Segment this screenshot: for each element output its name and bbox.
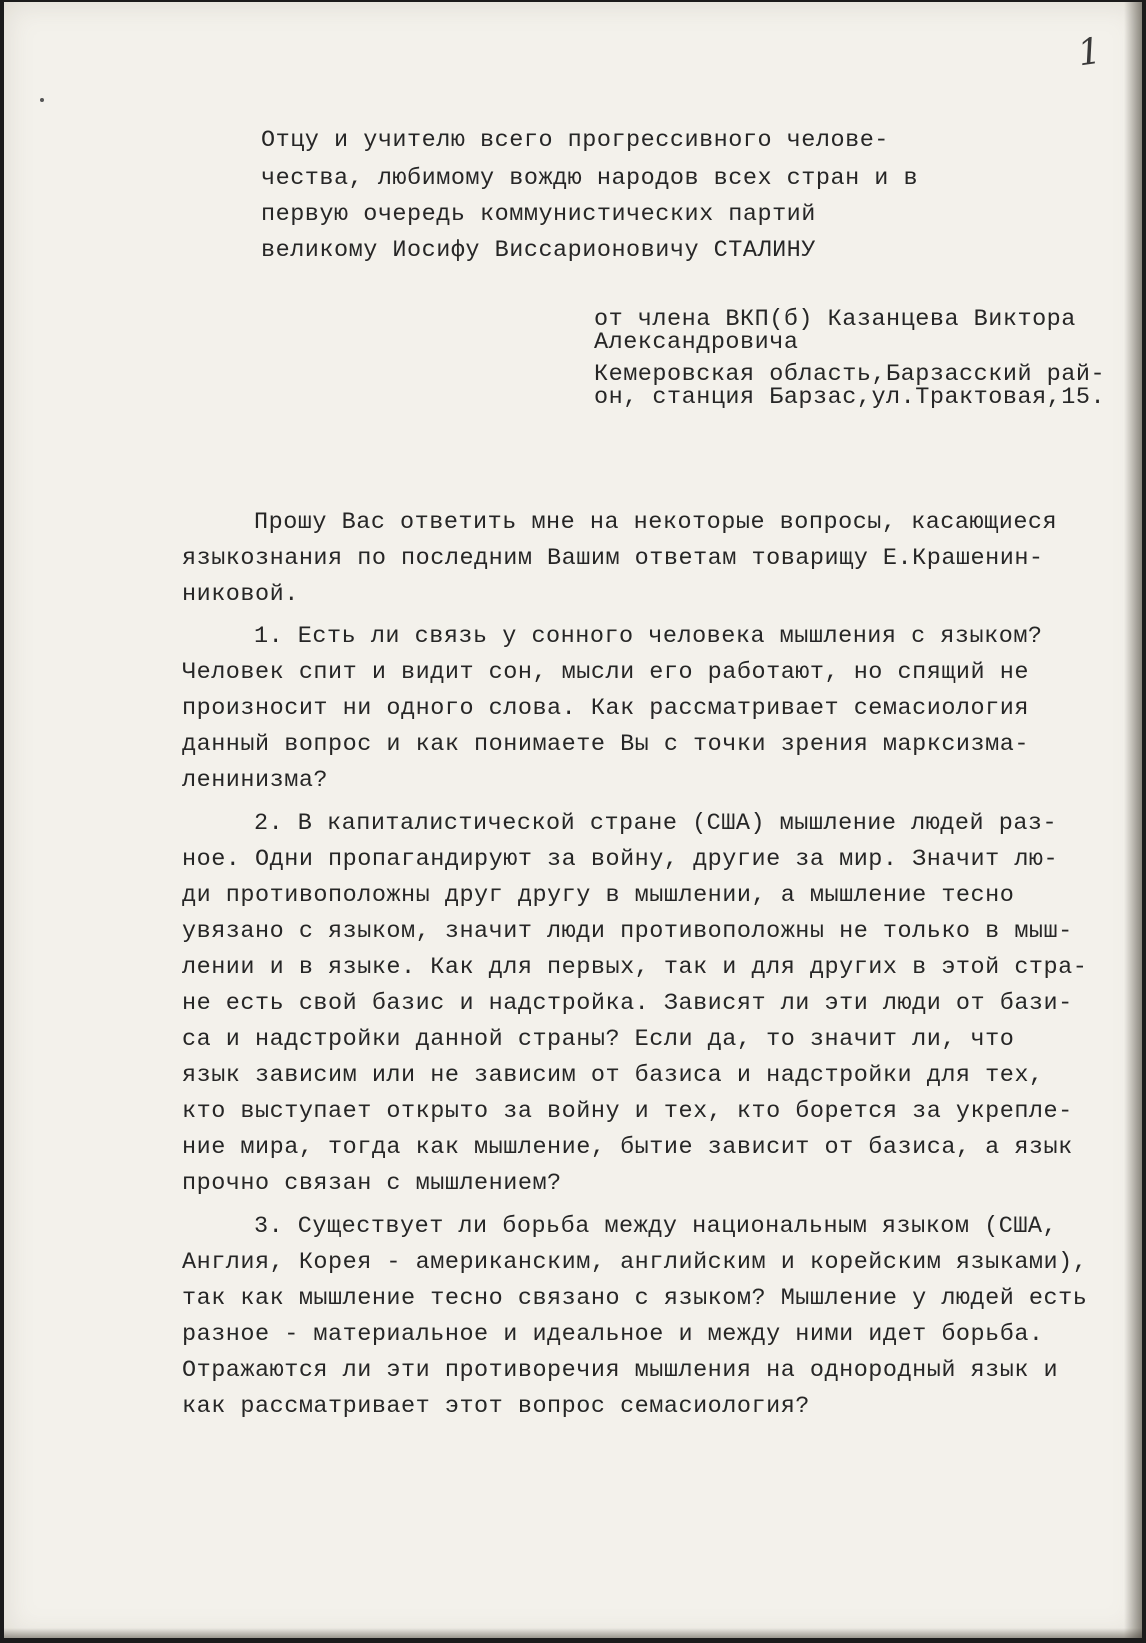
body-line: не есть свой базис и надстройка. Зависят ли эти люди от бази- — [182, 990, 1073, 1017]
sender-line: Кемеровская область,Барзасский рай- — [594, 361, 1106, 388]
body-line: ние мира, тогда как мышление, бытие зависит от базиса, а язык — [182, 1134, 1073, 1161]
address-line: великому Иосифу Виссарионовичу СТАЛИНУ — [261, 237, 816, 264]
body-line: никовой. — [182, 581, 299, 608]
sender-line: Александровича — [594, 329, 799, 356]
body-line: са и надстройки данной страны? Если да, то значит ли, что — [182, 1026, 1015, 1053]
sender-line: от члена ВКП(б) Казанцева Виктора — [594, 306, 1076, 333]
page-bottom-shadow — [4, 1628, 1142, 1638]
body-line: кто выступает открыто за войну и тех, кто борется за укрепле- — [182, 1098, 1073, 1125]
body-line: разное - материальное и идеальное и между ними идет борьба. — [182, 1321, 1044, 1348]
address-line: Отцу и учителю всего прогрессивного челове- — [261, 127, 889, 154]
address-line: первую очередь коммунистических партий — [261, 201, 816, 228]
body-line: 3. Существует ли борьба между национальным языком (США, — [254, 1213, 1058, 1240]
body-line: ди противоположны друг другу в мышлении, а мышление тесно — [182, 882, 1015, 909]
body-line: данный вопрос и как понимаете Вы с точки зрения марксизма- — [182, 731, 1029, 758]
page-edge-shadow — [1124, 2, 1142, 1638]
address-line: чества, любимому вождю народов всех стран и в — [261, 165, 919, 192]
body-line: увязано с языком, значит люди противоположны не только в мыш- — [182, 918, 1073, 945]
body-line: ное. Одни пропагандируют за войну, другие за мир. Значит лю- — [182, 846, 1059, 873]
body-line: прочно связан с мышлением? — [182, 1170, 562, 1197]
paper-speck — [40, 98, 44, 102]
body-line: Англия, Корея - американским, английским и корейским языками), — [182, 1249, 1088, 1276]
body-line: ленинизма? — [182, 767, 329, 794]
page-number: 1 — [1075, 30, 1104, 75]
body-line: язык зависим или не зависим от базиса и надстройки для тех, — [182, 1062, 1044, 1089]
body-line: 2. В капиталистической стране (США) мышление людей раз- — [254, 810, 1058, 837]
body-line: Отражаются ли эти противоречия мышления на однородный язык и — [182, 1357, 1059, 1384]
body-line: Прошу Вас ответить мне на некоторые вопросы, касающиеся — [254, 509, 1058, 536]
body-line: языкознания по последним Вашим ответам товарищу Е.Крашенин- — [182, 545, 1044, 572]
body-line: произносит ни одного слова. Как рассматривает семасиология — [182, 695, 1029, 722]
sender-line: он, станция Барзас,ул.Трактовая,15. — [594, 384, 1106, 411]
body-line: Человек спит и видит сон, мысли его работают, но спящий не — [182, 659, 1029, 686]
body-line: так как мышление тесно связано с языком? Мышление у людей есть — [182, 1285, 1088, 1312]
body-line: как рассматривает этот вопрос семасиология? — [182, 1393, 810, 1420]
body-line: лении и в языке. Как для первых, так и для других в этой стра- — [182, 954, 1088, 981]
body-line: 1. Есть ли связь у сонного человека мышления с языком? — [254, 623, 1043, 650]
document-page — [4, 2, 1142, 1638]
